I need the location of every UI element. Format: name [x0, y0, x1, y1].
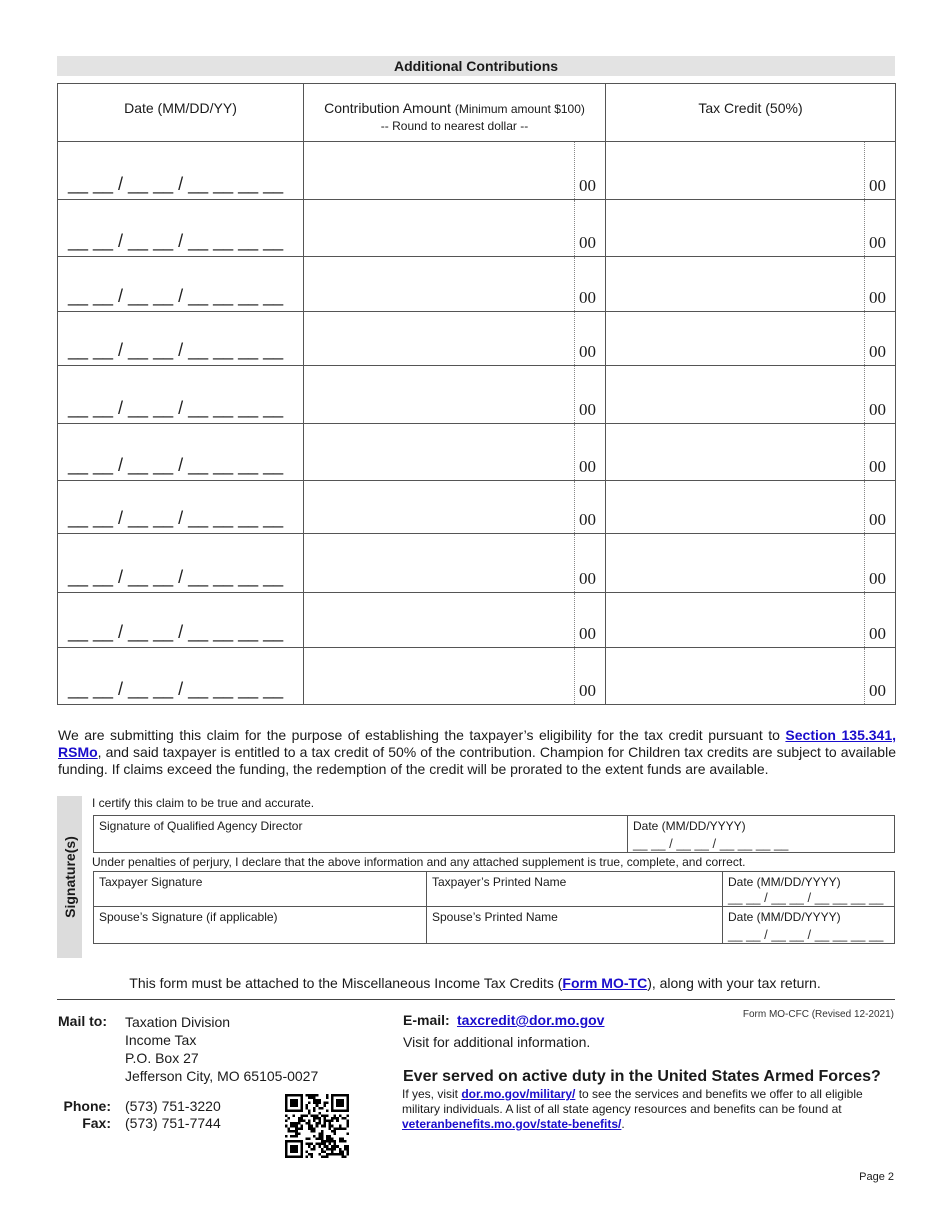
col-header-amount: Contribution Amount (Minimum amount $100) -- Round to nearest dollar --	[304, 84, 606, 142]
phone-number: (573) 751-3220	[125, 1098, 221, 1114]
contribution-amount-field[interactable]	[304, 593, 606, 648]
tax-credit-field[interactable]	[606, 648, 896, 705]
contribution-amount-field[interactable]	[304, 534, 606, 593]
contribution-amount-field[interactable]	[304, 257, 606, 312]
contribution-row	[58, 481, 896, 534]
date-field[interactable]: __ __ / __ __ / __ __ __ __	[58, 424, 304, 481]
contribution-amount-field[interactable]	[304, 366, 606, 424]
cents-field: 00	[574, 312, 605, 365]
cents-field: 00	[864, 534, 895, 592]
qr-code-icon[interactable]	[285, 1094, 349, 1158]
col-header-credit: Tax Credit (50%)	[606, 84, 896, 142]
military-paragraph: If yes, visit dor.mo.gov/military/ to see the services and benefits we offer to all eligible military individuals. A list of all state agency resources and benefits can be found at veteranbenefits.mo.gov/state-benefits/.	[402, 1087, 863, 1131]
cents-field: 00	[864, 366, 895, 423]
contribution-amount-field[interactable]	[304, 648, 606, 705]
certify-text: I certify this claim to be true and accurate.	[92, 796, 315, 810]
cents-field: 00	[864, 481, 895, 533]
cents-field: 00	[864, 593, 895, 647]
cents-field: 00	[574, 366, 605, 423]
date-field[interactable]: __ __ / __ __ / __ __ __ __	[58, 312, 304, 366]
contributions-table	[57, 83, 896, 705]
col-header-date: Date (MM/DD/YY)	[58, 84, 304, 142]
contribution-row	[58, 593, 896, 648]
contribution-row	[58, 648, 896, 705]
date-field[interactable]: __ __ / __ __ / __ __ __ __	[58, 593, 304, 648]
contribution-row	[58, 312, 896, 366]
agency-director-signature-field[interactable]: Signature of Qualified Agency Director	[93, 815, 628, 853]
contribution-amount-field[interactable]	[304, 424, 606, 481]
email-label: E-mail:	[403, 1012, 450, 1028]
contribution-row	[58, 534, 896, 593]
mail-address: Taxation Division Income Tax P.O. Box 27 Jefferson City, MO 65105-0027	[125, 1014, 319, 1084]
date-field[interactable]: __ __ / __ __ / __ __ __ __	[58, 481, 304, 534]
cents-field: 00	[574, 593, 605, 647]
date-field[interactable]: __ __ / __ __ / __ __ __ __	[58, 648, 304, 705]
cents-field: 00	[574, 424, 605, 480]
cents-field: 00	[864, 200, 895, 256]
cents-field: 00	[574, 142, 605, 199]
tax-credit-field[interactable]	[606, 142, 896, 200]
cents-field: 00	[574, 534, 605, 592]
email-link[interactable]: taxcredit@dor.mo.gov	[457, 1012, 605, 1028]
attach-note: This form must be attached to the Miscellaneous Income Tax Credits (Form MO-TC), along with your tax return.	[129, 975, 821, 991]
tax-credit-field[interactable]	[606, 481, 896, 534]
contribution-row	[58, 142, 896, 200]
contribution-row	[58, 257, 896, 312]
spouse-date-field[interactable]: Date (MM/DD/YYYY) __ __ / __ __ / __ __ __ __	[722, 906, 895, 944]
date-field[interactable]: __ __ / __ __ / __ __ __ __	[58, 200, 304, 257]
form-id: Form MO-CFC (Revised 12-2021)	[742, 1009, 894, 1020]
tax-credit-field[interactable]	[606, 424, 896, 481]
signatures-tab: Signature(s)	[57, 796, 82, 958]
perjury-text: Under penalties of perjury, I declare that the above information and any attached supplement is true, complete, and correct.	[92, 855, 746, 869]
agency-date-field[interactable]: Date (MM/DD/YYYY) __ __ / __ __ / __ __ __ __	[627, 815, 895, 853]
cents-field: 00	[864, 312, 895, 365]
footer-divider	[57, 999, 895, 1000]
date-field[interactable]: __ __ / __ __ / __ __ __ __	[58, 257, 304, 312]
mail-label: Mail to:	[58, 1013, 107, 1029]
visit-text: Visit for additional information.	[403, 1034, 591, 1050]
tax-credit-field[interactable]	[606, 534, 896, 593]
cents-field: 00	[864, 648, 895, 704]
contact-labels: Phone: Fax:	[63, 1098, 111, 1131]
page-number: Page 2	[859, 1171, 894, 1183]
spouse-signature-field[interactable]: Spouse’s Signature (if applicable)	[93, 906, 427, 944]
date-field[interactable]: __ __ / __ __ / __ __ __ __	[58, 366, 304, 424]
cents-field: 00	[574, 257, 605, 311]
contribution-row	[58, 200, 896, 257]
cents-field: 00	[574, 648, 605, 704]
section-link[interactable]: Section 135.341, RSMo	[58, 727, 897, 760]
date-field[interactable]: __ __ / __ __ / __ __ __ __	[58, 142, 304, 200]
taxpayer-printed-name-field[interactable]: Taxpayer’s Printed Name	[426, 871, 723, 907]
veteran-benefits-link[interactable]: veteranbenefits.mo.gov/state-benefits/	[402, 1117, 622, 1131]
section-title: Additional Contributions	[57, 56, 895, 76]
military-heading: Ever served on active duty in the United States Armed Forces?	[403, 1068, 881, 1085]
cents-field: 00	[864, 257, 895, 311]
fax-number: (573) 751-7744	[125, 1115, 221, 1131]
cents-field: 00	[864, 142, 895, 199]
tax-credit-field[interactable]	[606, 257, 896, 312]
tax-credit-field[interactable]	[606, 593, 896, 648]
contribution-amount-field[interactable]	[304, 481, 606, 534]
taxpayer-signature-field[interactable]: Taxpayer Signature	[93, 871, 427, 907]
date-field[interactable]: __ __ / __ __ / __ __ __ __	[58, 534, 304, 593]
tax-credit-field[interactable]	[606, 200, 896, 257]
cents-field: 00	[574, 200, 605, 256]
tax-credit-field[interactable]	[606, 366, 896, 424]
form-mo-tc-link[interactable]: Form MO-TC	[562, 975, 648, 991]
tax-credit-field[interactable]	[606, 312, 896, 366]
contribution-amount-field[interactable]	[304, 200, 606, 257]
spouse-printed-name-field[interactable]: Spouse’s Printed Name	[426, 906, 723, 944]
contribution-row	[58, 366, 896, 424]
claim-statement: We are submitting this claim for the purpose of establishing the taxpayer’s eligibility for the tax credit pursuant to Section 135.341, RSMo, and said taxpayer is entitled to a tax credit of 50% of the contribution. Champion for Children tax credits are subject to available funding. If claims exceed the funding, the redemption of the credit will be prorated to the extent funds are available.	[58, 727, 897, 777]
contribution-row	[58, 424, 896, 481]
cents-field: 00	[574, 481, 605, 533]
military-link[interactable]: dor.mo.gov/military/	[461, 1087, 576, 1101]
taxpayer-date-field[interactable]: Date (MM/DD/YYYY) __ __ / __ __ / __ __ __ __	[722, 871, 895, 907]
cents-field: 00	[864, 424, 895, 480]
contribution-amount-field[interactable]	[304, 312, 606, 366]
contribution-amount-field[interactable]	[304, 142, 606, 200]
contact-numbers	[125, 1098, 221, 1132]
